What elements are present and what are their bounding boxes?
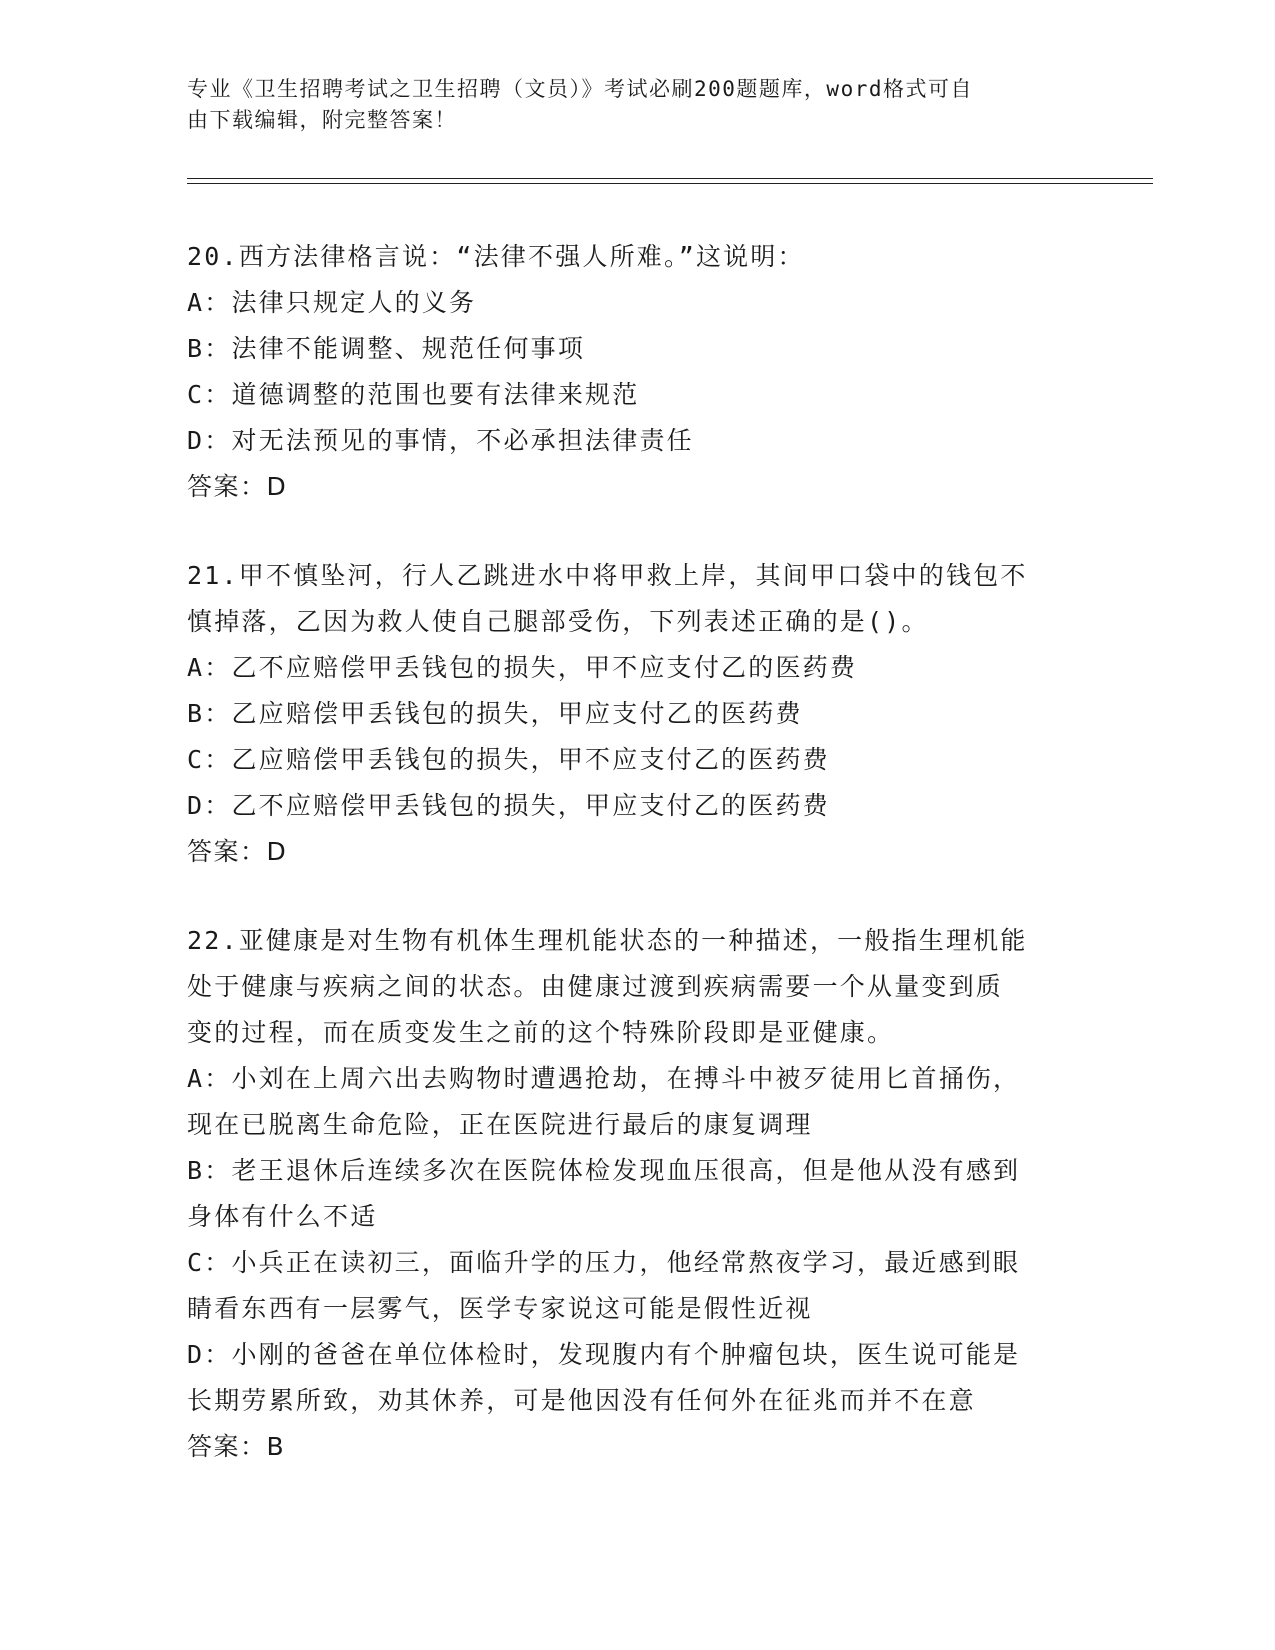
answer-label: 答案：B <box>187 1432 286 1461</box>
question-stem: 变的过程，而在质变发生之前的这个特殊阶段即是亚健康。 <box>187 1018 895 1047</box>
question-stem: 22.亚健康是对生物有机体生理机能状态的一种描述，一般指生理机能 <box>187 926 1028 955</box>
option-c: C：小兵正在读初三，面临升学的压力，他经常熬夜学习，最近感到眼 <box>187 1248 1021 1277</box>
header-divider <box>187 183 1153 184</box>
question-stem: 慎掉落，乙因为救人使自己腿部受伤，下列表述正确的是()。 <box>187 607 929 636</box>
option-c: C：乙应赔偿甲丢钱包的损失，甲不应支付乙的医药费 <box>187 745 830 774</box>
option-b: B：老王退休后连续多次在医院体检发现血压很高，但是他从没有感到 <box>187 1156 1021 1185</box>
answer-label: 答案：D <box>187 837 288 866</box>
option-a: A：法律只规定人的义务 <box>187 288 477 317</box>
question-22 <box>187 918 1087 1470</box>
question-stem: 处于健康与疾病之间的状态。由健康过渡到疾病需要一个从量变到质 <box>187 972 1004 1001</box>
header-line: 由下载编辑，附完整答案！ <box>187 108 457 132</box>
option-a: 现在已脱离生命危险，正在医院进行最后的康复调理 <box>187 1110 813 1139</box>
option-b: B：法律不能调整、规范任何事项 <box>187 334 586 363</box>
question-stem: 20.西方法律格言说：“法律不强人所难。”这说明： <box>187 242 805 271</box>
option-a: A：小刘在上周六出去购物时遭遇抢劫，在搏斗中被歹徒用匕首捅伤， <box>187 1064 1021 1093</box>
option-a: A：乙不应赔偿甲丢钱包的损失，甲不应支付乙的医药费 <box>187 653 858 682</box>
option-d: D：乙不应赔偿甲丢钱包的损失，甲应支付乙的医药费 <box>187 791 830 820</box>
option-d: 长期劳累所致，劝其休养，可是他因没有任何外在征兆而并不在意 <box>187 1386 976 1415</box>
question-20 <box>187 234 1087 510</box>
header-divider <box>187 178 1153 179</box>
option-b: B：乙应赔偿甲丢钱包的损失，甲应支付乙的医药费 <box>187 699 803 728</box>
header-line: 专业《卫生招聘考试之卫生招聘（文员）》考试必刷200题题库，word格式可自 <box>187 77 973 101</box>
document-header <box>187 74 1067 136</box>
option-b: 身体有什么不适 <box>187 1202 378 1231</box>
question-stem: 21.甲不慎坠河，行人乙跳进水中将甲救上岸，其间甲口袋中的钱包不 <box>187 561 1028 590</box>
option-d: D：小刚的爸爸在单位体检时，发现腹内有个肿瘤包块，医生说可能是 <box>187 1340 1021 1369</box>
option-d: D：对无法预见的事情，不必承担法律责任 <box>187 426 694 455</box>
option-c: 睛看东西有一层雾气，医学专家说这可能是假性近视 <box>187 1294 813 1323</box>
option-c: C：道德调整的范围也要有法律来规范 <box>187 380 640 409</box>
question-21 <box>187 553 1087 875</box>
answer-label: 答案：D <box>187 472 288 501</box>
